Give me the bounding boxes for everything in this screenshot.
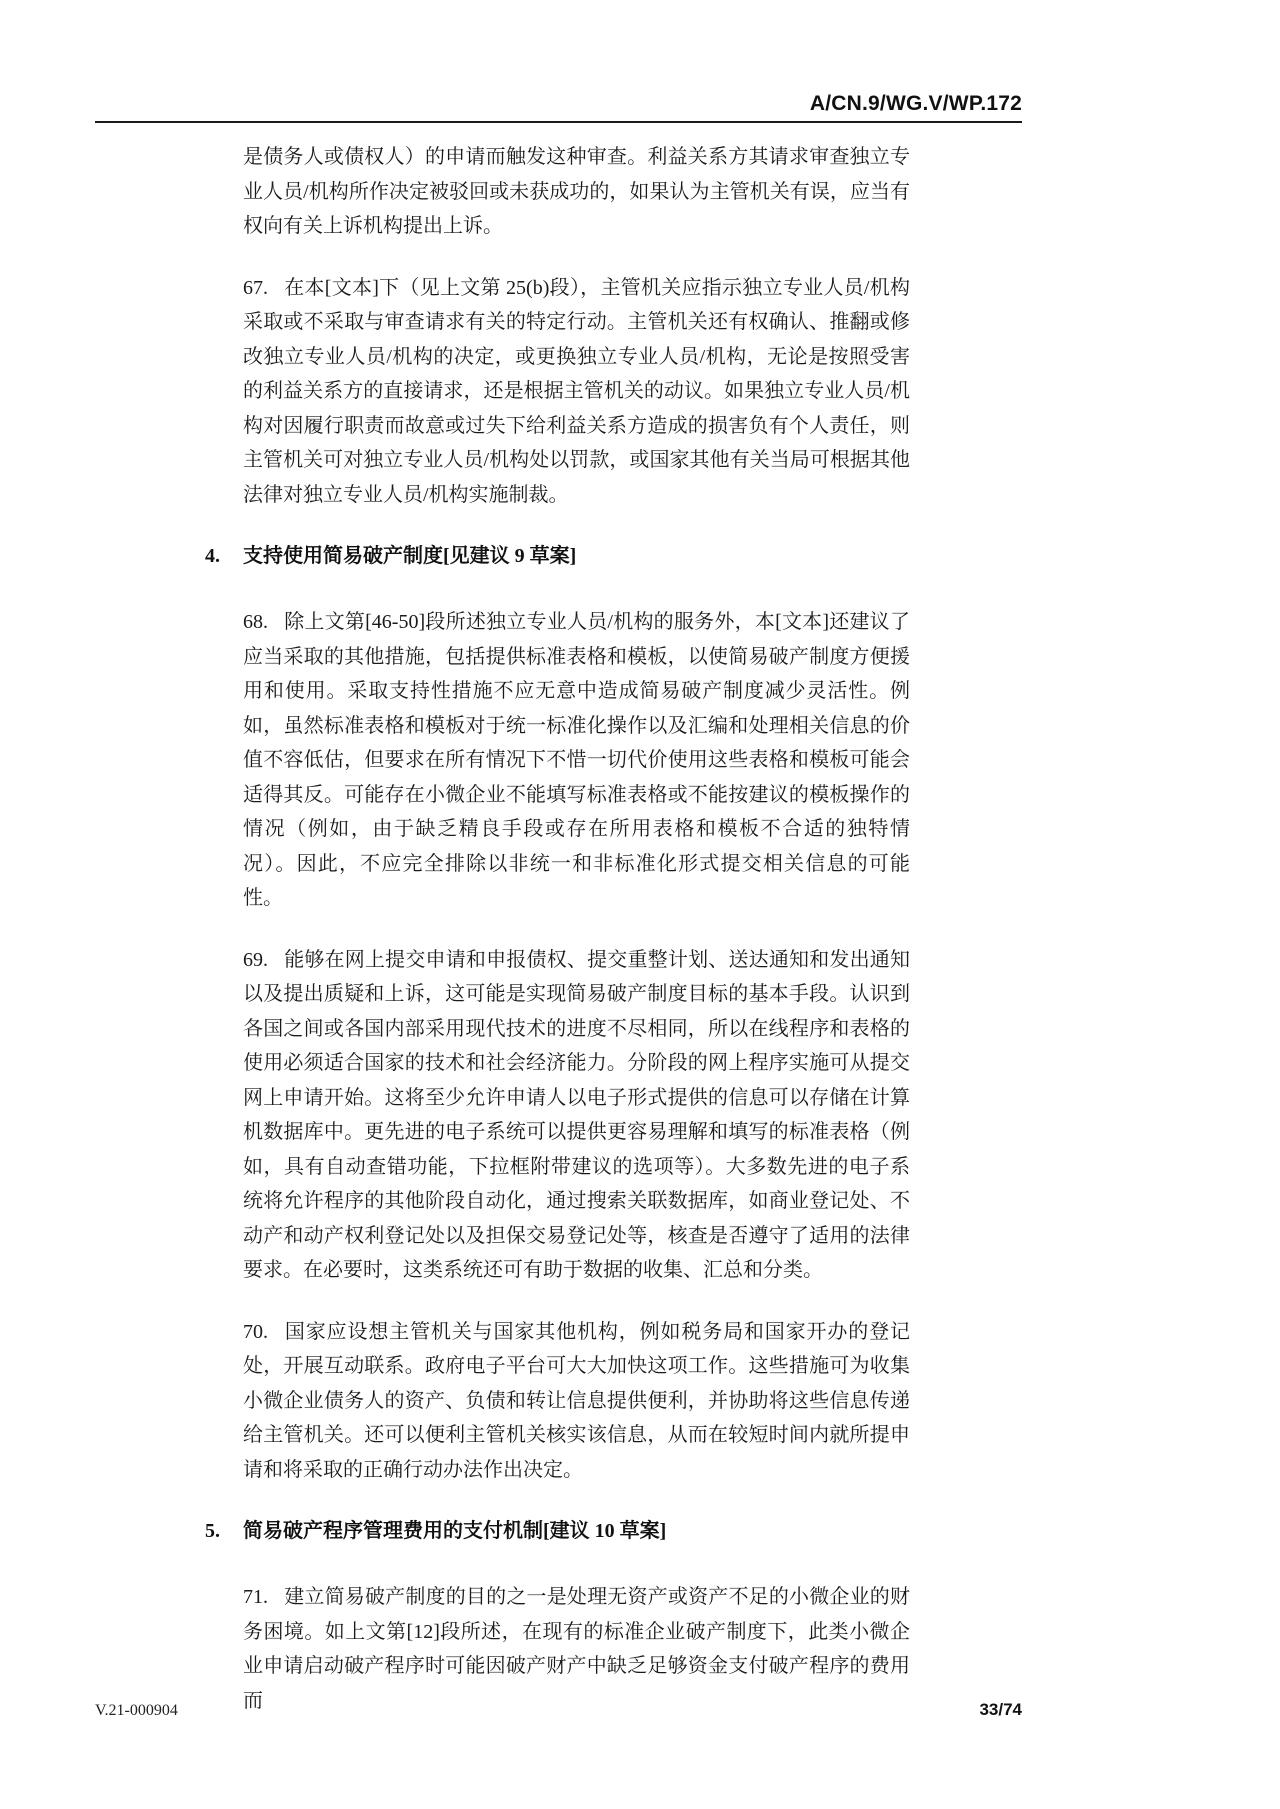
section-4-number: 4.: [205, 545, 220, 567]
paragraph-67-text: 在本[文本]下（见上文第 25(b)段），主管机关应指示独立专业人员/机构采取或不采取与审查请求有关的特定行动。主管机关还有权确认、推翻或修改独立专业人员/机构的决定，或更换独立专业人员/机构，无论是按照受害的利益关系方的直接请求，还是根据主管机关的动议。如果独立专业人员/机构对因履行职责而故意或过失下给利益关系方造成的损害负有个人责任，则主管机关可对独立专业人员/机构处以罚款，或国家其他有关当局可根据其他法律对独立专业人员/机构实施制裁。: [243, 276, 910, 506]
paragraph-66-continuation: 是债务人或债权人）的申请而触发这种审查。利益关系方其请求审查独立专业人员/机构所作决定被驳回或未获成功的，如果认为主管机关有误，应当有权向有关上诉机构提出上诉。: [243, 146, 910, 237]
paragraph-70-number: 70.: [243, 1320, 268, 1343]
paragraph-68-number: 68.: [243, 611, 268, 633]
job-number: V.21-000904: [95, 1702, 178, 1719]
paragraph-69-number: 69.: [243, 948, 268, 971]
paragraph-69: [243, 943, 910, 1288]
paragraph-71-text: 建立简易破产制度的目的之一是处理无资产或资产不足的小微企业的财务困境。如上文第[12]段所述，在现有的标准企业破产制度下，此类小微企业申请启动破产程序时可能因破产财产中缺乏足够资金支付破产程序的费用而: [243, 1586, 910, 1712]
document-symbol: A/CN.9/WG.V/WP.172: [809, 92, 1022, 115]
document-body: [205, 140, 910, 1745]
section-heading-5: [205, 1514, 910, 1549]
paragraph-70-text: 国家应设想主管机关与国家其他机构，例如税务局和国家开办的登记处，开展互动联系。政府电子平台可大大加快这项工作。这些措施可为收集小微企业债务人的资产、负债和转让信息提供便利，并协助将这些信息传递给主管机关。还可以便利主管机关核实该信息，从而在较短时间内就所提申请和将采取的正确行动办法作出决定。: [243, 1320, 910, 1481]
paragraph-69-text: 能够在网上提交申请和申报债权、提交重整计划、送达通知和发出通知以及提出质疑和上诉，这可能是实现简易破产制度目标的基本手段。认识到各国之间或各国内部采用现代技术的进度不尽相同，所以在线程序和表格的使用必须适合国家的技术和社会经济能力。分阶段的网上程序实施可从提交网上申请开始。这将至少允许申请人以电子形式提供的信息可以存储在计算机数据库中。更先进的电子系统可以提供更容易理解和填写的标准表格（例如，具有自动查错功能，下拉框附带建议的选项等）。大多数先进的电子系统将允许程序的其他阶段自动化，通过搜索关联数据库，如商业登记处、不动产和动产权利登记处以及担保交易登记处等，核查是否遵守了适用的法律要求。在必要时，这类系统还可有助于数据的收集、汇总和分类。: [243, 948, 910, 1281]
page-footer: [95, 1700, 1022, 1720]
paragraph-68: [243, 605, 910, 916]
header-rule: [95, 121, 1022, 123]
paragraph-67-number: 67.: [243, 276, 268, 299]
page-number: 33/74: [979, 1700, 1022, 1719]
section-5-number: 5.: [205, 1520, 220, 1542]
paragraph-67: [243, 271, 910, 513]
paragraph-70: [243, 1315, 910, 1488]
paragraph-71-number: 71.: [243, 1586, 268, 1608]
section-heading-4: [205, 539, 910, 574]
paragraph-71: [243, 1580, 910, 1718]
section-5-title: 简易破产程序管理费用的支付机制[建议 10 草案]: [243, 1520, 667, 1542]
paragraph-68-text: 除上文第[46-50]段所述独立专业人员/机构的服务外，本[文本]还建议了应当采取的其他措施，包括提供标准表格和模板，以使简易破产制度方便援用和使用。采取支持性措施不应无意中造成简易破产制度减少灵活性。例如，虽然标准表格和模板对于统一标准化操作以及汇编和处理相关信息的价值不容低估，但要求在所有情况下不惜一切代价使用这些表格和模板可能会适得其反。可能存在小微企业不能填写标准表格或不能按建议的模板操作的情况（例如，由于缺乏精良手段或存在所用表格和模板不合适的独特情况）。因此，不应完全排除以非统一和非标准化形式提交相关信息的可能性。: [243, 611, 910, 909]
section-4-title: 支持使用简易破产制度[见建议 9 草案]: [243, 545, 577, 567]
